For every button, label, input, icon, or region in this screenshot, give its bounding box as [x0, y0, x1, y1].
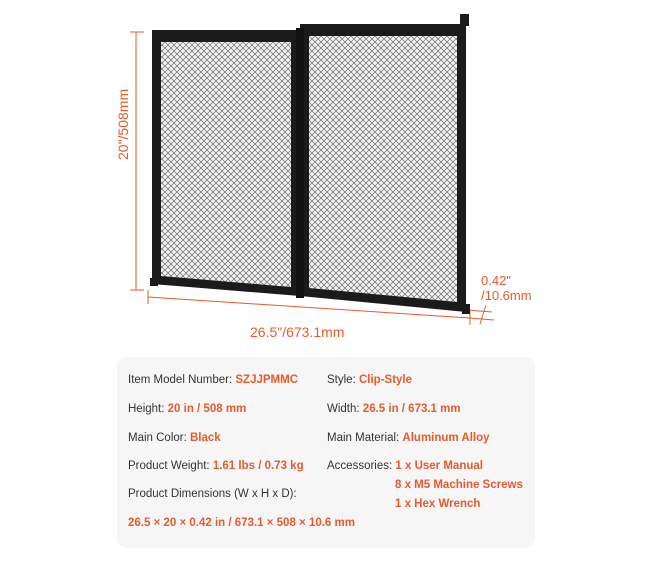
spec-main-material: Main Material: Aluminum Alloy	[327, 432, 490, 444]
specifications-card	[117, 357, 535, 548]
spec-dimensions-label: Product Dimensions (W x H x D):	[128, 488, 297, 500]
height-dimension-label: 20"/508mm	[115, 88, 131, 160]
spec-height: Height: 20 in / 508 mm	[128, 403, 247, 415]
spec-style: Style: Clip-Style	[327, 374, 413, 386]
height-dimension-line	[130, 32, 144, 290]
depth-dimension-line	[468, 305, 494, 324]
accessory-item: 8 x M5 Machine Screws	[395, 479, 523, 491]
accessory-item: 1 x Hex Wrench	[395, 498, 481, 510]
accessories-list	[395, 476, 523, 514]
spec-model-number: Item Model Number: SZJJPMMC	[128, 374, 298, 386]
spec-product-weight: Product Weight: 1.61 lbs / 0.73 kg	[128, 460, 304, 472]
spec-width: Width: 26.5 in / 673.1 mm	[327, 403, 461, 415]
center-hinge	[296, 28, 304, 298]
right-mesh-panel	[300, 14, 470, 314]
depth-label-line1: 0.42"	[481, 273, 511, 288]
spec-main-color: Main Color: Black	[128, 432, 221, 444]
spec-accessories: Accessories: 1 x User Manual	[327, 460, 483, 472]
spec-dimensions-value: 26.5 × 20 × 0.42 in / 673.1 × 508 × 10.6 mm	[128, 517, 355, 529]
depth-label-line2: /10.6mm	[481, 287, 532, 303]
depth-dimension-label	[481, 274, 532, 304]
width-dimension-label: 26.5"/673.1mm	[250, 324, 345, 340]
left-mesh-panel	[150, 30, 300, 296]
